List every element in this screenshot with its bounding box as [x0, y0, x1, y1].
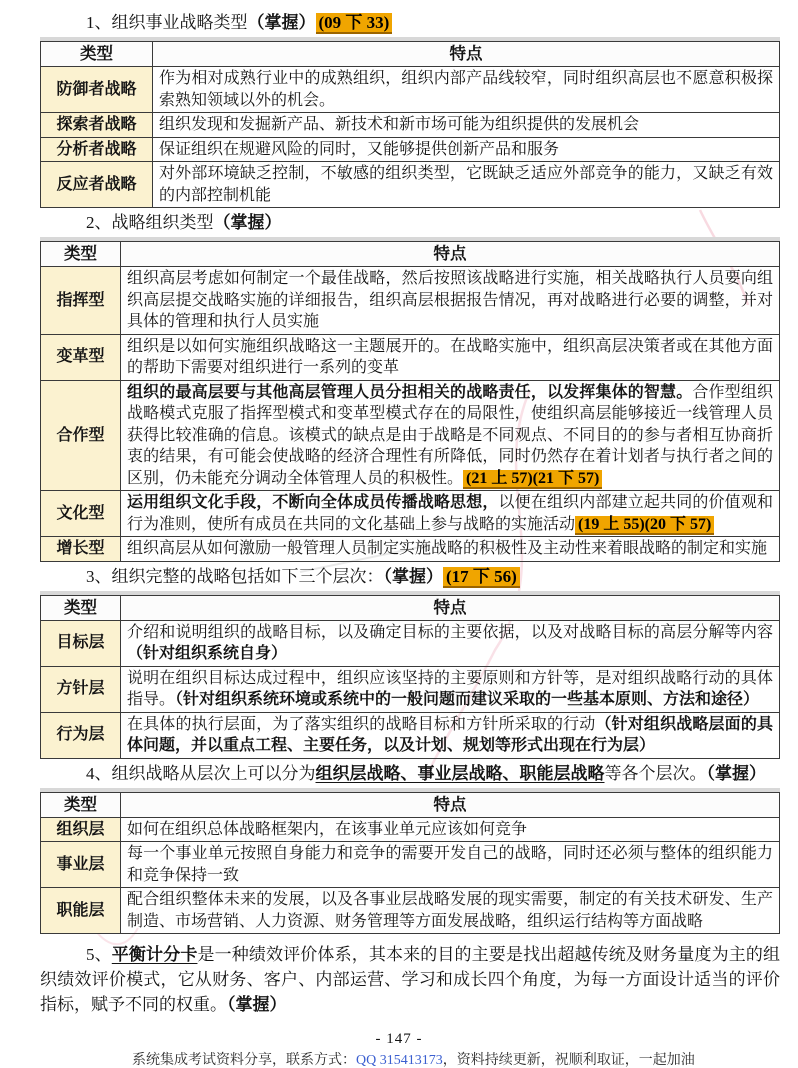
row-feature-cell [121, 666, 780, 712]
strategy-types-table-wrap [40, 37, 780, 208]
balanced-scorecard-paragraph [40, 942, 780, 1017]
row-type-cell: 事业层 [41, 842, 121, 888]
feature-text: 在具体的执行层面，为了落实组织的战略目标和方针所采取的行动 [127, 715, 596, 733]
underlined-term: 组织层战略、事业层战略、职能层战略 [315, 763, 605, 783]
paragraph-text: 是一种绩效评价体系，其本来的目的主要是找出超越传统及财务量度为主的组织绩效评价模式，它从财务、客户、内部运营、学习和成长四个角度，为每一方面设计适当的评价指标，赋予不同的权重。 [40, 945, 781, 1014]
section-number: 2、 [86, 213, 112, 232]
table-row [41, 712, 780, 758]
column-header-type: 类型 [41, 595, 121, 620]
feature-bold-tail: （针对组织系统自身） [127, 645, 288, 662]
table-row [41, 537, 780, 562]
row-feature-cell [153, 162, 780, 208]
section-number: 5、 [86, 945, 112, 964]
mastery-label: （掌握） [213, 213, 282, 232]
table-row [41, 334, 780, 380]
section-title-text: 战略组织类型 [111, 213, 214, 232]
row-feature-cell [121, 491, 780, 537]
feature-text: 对外部环境缺乏控制，不敏感的组织类型，它既缺乏适应外部竞争的能力，又缺乏有效的内部控制机能 [159, 165, 773, 204]
feature-text: 组织发现和发掘新产品、新技术和新市场可能为组织提供的发展机会 [159, 116, 640, 133]
feature-text: 配合组织整体未来的发展，以及各事业层战略发展的现实需要，制定的有关技术研发、生产制造、市场营销、人力资源、财务管理等方面发展战略，组织运行结构等方面战略 [127, 891, 773, 930]
table-row [41, 162, 780, 208]
section-number: 1、 [86, 13, 112, 32]
feature-bold-tail: （针对组织系统环境或系统中的一般问题而建议采取的一些基本原则、方法和途径） [175, 691, 760, 708]
business-strategy-types-table [40, 41, 780, 208]
section-4-heading [86, 762, 780, 785]
exam-tag: (17 下 56) [443, 567, 520, 588]
table-row [41, 491, 780, 537]
exam-tag: (19 上 55)(20 下 57) [575, 516, 714, 535]
row-feature-cell [121, 380, 780, 491]
strategy-organization-types-table [40, 241, 780, 562]
section-number: 4、 [86, 763, 112, 783]
column-header-type: 类型 [41, 42, 153, 67]
strategy-hierarchy-table-wrap [40, 788, 780, 935]
underlined-term: 平衡计分卡 [111, 945, 198, 964]
column-header-feature: 特点 [153, 42, 780, 67]
row-type-cell: 变革型 [41, 334, 121, 380]
section-number: 3、 [86, 566, 112, 586]
row-type-cell: 探索者战略 [41, 113, 153, 138]
page-number: - 147 - [375, 1031, 423, 1047]
feature-text: 如何在组织总体战略框架内，在该事业单元应该如何竞争 [127, 820, 528, 838]
table-row [41, 842, 780, 888]
row-feature-cell [121, 267, 780, 335]
column-header-feature: 特点 [121, 792, 780, 817]
section-title-text: 组织战略从层次上可以分为 [111, 763, 316, 783]
column-header-feature: 特点 [121, 595, 780, 620]
section-title-text: 组织完整的战略包括如下三个层次： [111, 566, 384, 586]
footer-right-text: ，资料持续更新，祝顺利取证，一起加油 [442, 1053, 695, 1068]
footer-clipped-text [132, 1053, 695, 1068]
row-type-cell: 职能层 [41, 888, 121, 934]
table-row [41, 380, 780, 491]
feature-text: 合作型组织战略模式克服了指挥型模式和变革型模式存在的局限性，使组织高层能够接近一线管理人员获得比较准确的信息。该模式的缺点是由于战略是不同观点、不同目的的参与者相互协商折衷的结果，有可能会使战略的经济合理性有所降低，同时仍然存在着计划者与执行者之间的区别，仍未能充分调动全体管理人员的积极性。 [127, 383, 773, 487]
table-row [41, 137, 780, 162]
row-feature-cell [121, 842, 780, 888]
table-row [41, 888, 780, 934]
row-type-cell: 行为层 [41, 712, 121, 758]
table-row [41, 113, 780, 138]
column-header-type: 类型 [41, 792, 121, 817]
strategy-levels-table-wrap [40, 591, 780, 759]
row-feature-cell [121, 817, 780, 842]
row-type-cell: 文化型 [41, 491, 121, 537]
footer-qq-link: QQ 315413173 [356, 1053, 443, 1068]
feature-text: 每一个事业单元按照自身能力和竞争的需要开发自己的战略，同时还必须与整体的组织能力和竞争保持一致 [127, 845, 773, 884]
feature-bold-lead: 运用组织文化手段，不断向全体成员传播战略思想， [127, 494, 499, 511]
row-feature-cell [153, 113, 780, 138]
row-type-cell: 防御者战略 [41, 67, 153, 113]
row-type-cell: 指挥型 [41, 267, 121, 335]
table-header-row [41, 42, 780, 67]
mastery-label: （掌握） [227, 995, 287, 1014]
exam-tag: (21 上 57)(21 下 57) [463, 470, 602, 489]
section-title-text: 组织事业战略类型 [111, 13, 248, 32]
row-type-cell: 组织层 [41, 817, 121, 842]
table-row [41, 620, 780, 666]
row-type-cell: 合作型 [41, 380, 121, 491]
row-feature-cell [121, 712, 780, 758]
feature-text: 介绍和说明组织的战略目标，以及确定目标的主要依据，以及对战略目标的高层分解等内容 [127, 623, 773, 641]
row-feature-cell [121, 334, 780, 380]
row-feature-cell [153, 67, 780, 113]
table-row [41, 67, 780, 113]
feature-text: 说明在组织目标达成过程中，组织应该坚持的主要原则和方针等，是对组织战略行动的具体指导。 [127, 669, 773, 708]
table-row [41, 267, 780, 335]
section-title-text2: 等各个层次。 [604, 763, 707, 783]
feature-text: 组织高层从如何激励一般管理人员制定实施战略的积极性及主动性来着眼战略的制定和实施 [127, 540, 768, 557]
section-1-heading [86, 11, 780, 34]
column-header-type: 类型 [41, 242, 121, 267]
strategy-layers-table [40, 595, 780, 759]
column-header-feature: 特点 [121, 242, 780, 267]
exam-tag: (09 下 33) [316, 13, 393, 34]
row-type-cell: 增长型 [41, 537, 121, 562]
strategy-org-table-wrap [40, 237, 780, 562]
feature-text: 组织高层考虑如何制定一个最佳战略，然后按照该战略进行实施，相关战略执行人员要向组织高层提交战略实施的详细报告，组织高层根据报告情况，再对战略进行必要的调整，并对具体的管理和执行人员实施 [127, 270, 773, 330]
row-feature-cell [121, 888, 780, 934]
section-3-heading [86, 565, 780, 588]
feature-text: 作为相对成熟行业中的成熟组织，组织内部产品线较窄，同时组织高层也不愿意积极探索熟知领域以外的机会。 [159, 70, 773, 109]
table-row [41, 666, 780, 712]
row-type-cell: 分析者战略 [41, 137, 153, 162]
table-header-row [41, 242, 780, 267]
table-header-row [41, 792, 780, 817]
footer-left-text: 系统集成考试资料分享，联系方式： [132, 1053, 356, 1068]
row-type-cell: 反应者战略 [41, 162, 153, 208]
feature-text: 以便在组织内部建立起共同的价值观和行为准则，使所有成员在共同的文化基础上参与战略的实施活动 [127, 494, 773, 533]
row-feature-cell [121, 537, 780, 562]
feature-text: 保证组织在规避风险的同时，又能够提供创新产品和服务 [159, 140, 560, 158]
mastery-label: （掌握） [247, 13, 316, 32]
table-header-row [41, 595, 780, 620]
section-2-heading [86, 211, 780, 234]
table-row [41, 817, 780, 842]
row-type-cell: 方针层 [41, 666, 121, 712]
row-feature-cell [153, 137, 780, 162]
strategy-hierarchy-table [40, 792, 780, 935]
feature-bold-lead: 组织的最高层要与其他高层管理人员分担相关的战略责任，以发挥集体的智慧。 [127, 383, 693, 401]
row-feature-cell [121, 620, 780, 666]
mastery-label: （掌握） [383, 566, 443, 586]
feature-bold-tail: （针对组织战略层面的具体问题，并以重点工程、主要任务，以及计划、规划等形式出现在行为层） [127, 715, 773, 754]
feature-text: 组织是以如何实施组织战略这一主题展开的。在战略实施中，组织高层决策者或在其他方面的帮助下需要对组织进行一系列的变革 [127, 337, 773, 376]
mastery-label: （掌握） [706, 763, 766, 783]
row-type-cell: 目标层 [41, 620, 121, 666]
